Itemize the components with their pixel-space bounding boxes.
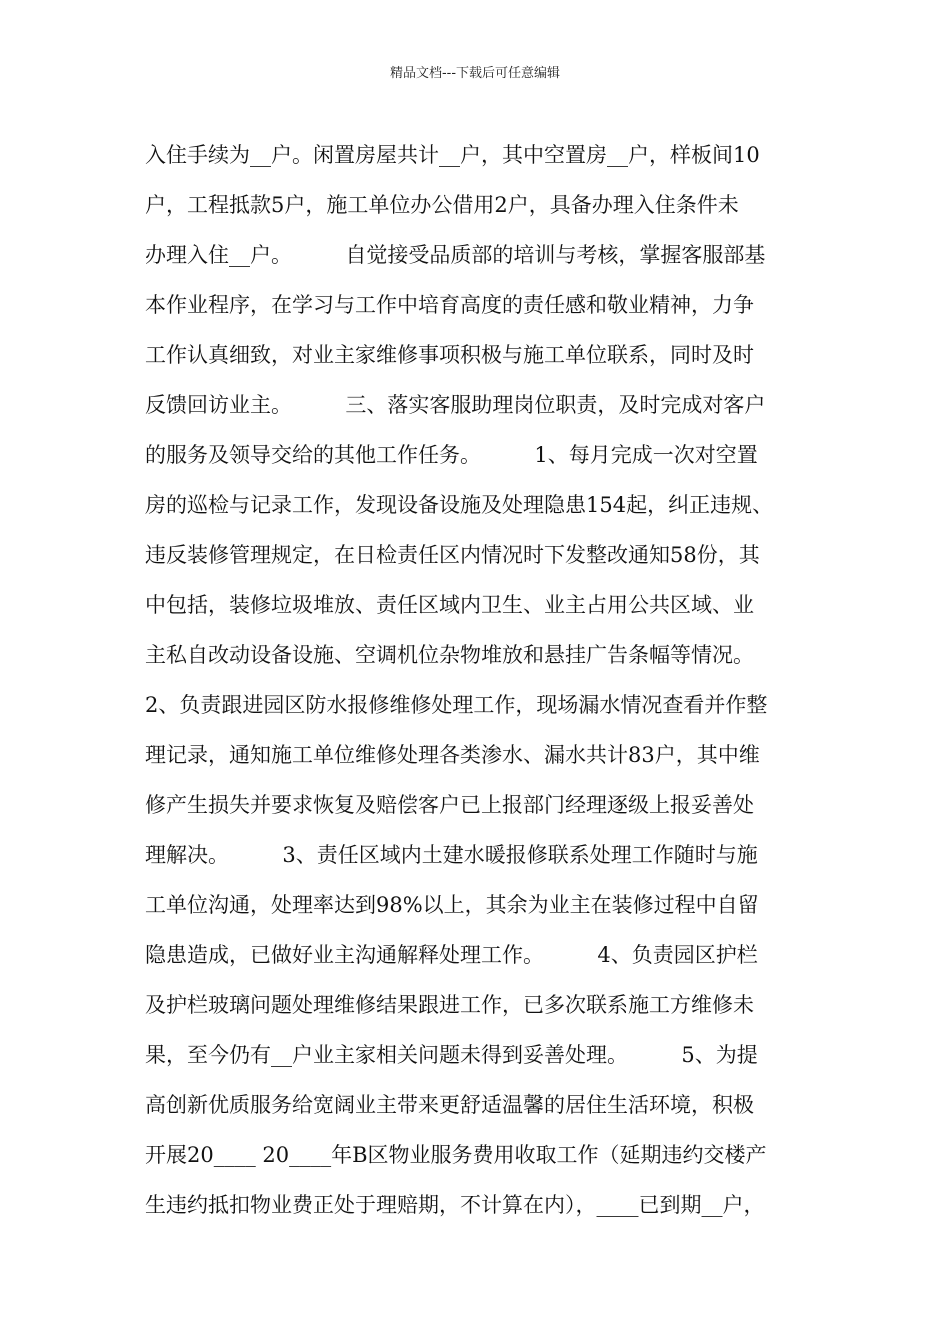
text-line: 生违约抵扣物业费正处于理赔期，不计算在内），____已到期__户， (145, 1193, 765, 1217)
text-line: 违反装修管理规定，在日检责任区内情况时下发整改通知58份，其 (145, 543, 760, 567)
text-line: 办理入住__户。 自觉接受品质部的培训与考核，掌握客服部基 (145, 243, 766, 267)
page-header: 精品文档---下载后可任意编辑 (389, 66, 561, 81)
text-line: 理记录，通知施工单位维修处理各类渗水、漏水共计83户，其中维 (145, 743, 760, 767)
text-line: 2、负责跟进园区防水报修维修处理工作，现场漏水情况查看并作整 (145, 693, 768, 717)
text-line: 隐患造成，已做好业主沟通解释处理工作。 4、负责园区护栏 (145, 943, 758, 967)
text-line: 户，工程抵款5户，施工单位办公借用2户，具备办理入住条件未 (145, 193, 739, 217)
text-line: 开展20____ 20____年B区物业服务费用收取工作（延期违约交楼产 (145, 1143, 767, 1167)
text-line: 果，至今仍有__户业主家相关问题未得到妥善处理。 5、为提 (145, 1043, 758, 1067)
text-line: 本作业程序，在学习与工作中培育高度的责任感和敬业精神，力争 (145, 293, 754, 317)
text-line: 工单位沟通，处理率达到98%以上，其余为业主在装修过程中自留 (145, 893, 759, 917)
text-line: 中包括，装修垃圾堆放、责任区域内卫生、业主占用公共区域、业 (145, 593, 754, 617)
text-line: 的服务及领导交给的其他工作任务。 1、每月完成一次对空置 (145, 443, 758, 467)
text-line: 高创新优质服务给宽阔业主带来更舒适温馨的居住生活环境，积极 (145, 1093, 754, 1117)
text-line: 工作认真细致，对业主家维修事项积极与施工单位联系，同时及时 (145, 343, 754, 367)
text-line: 修产生损失并要求恢复及赔偿客户已上报部门经理逐级上报妥善处 (145, 793, 754, 817)
text-line: 主私自改动设备设施、空调机位杂物堆放和悬挂广告条幅等情况。 (145, 643, 754, 667)
text-line: 房的巡检与记录工作，发现设备设施及处理隐患154起，纠正违规、 (145, 493, 774, 517)
text-line: 理解决。 3、责任区域内土建水暖报修联系处理工作随时与施 (145, 843, 758, 867)
document-body (145, 130, 835, 1230)
text-line: 入住手续为__户。闲置房屋共计__户，其中空置房__户，样板间10 (145, 143, 760, 167)
text-line: 反馈回访业主。 三、落实客服助理岗位职责，及时完成对客户 (145, 393, 766, 417)
text-line: 及护栏玻璃问题处理维修结果跟进工作，已多次联系施工方维修未 (145, 993, 754, 1017)
